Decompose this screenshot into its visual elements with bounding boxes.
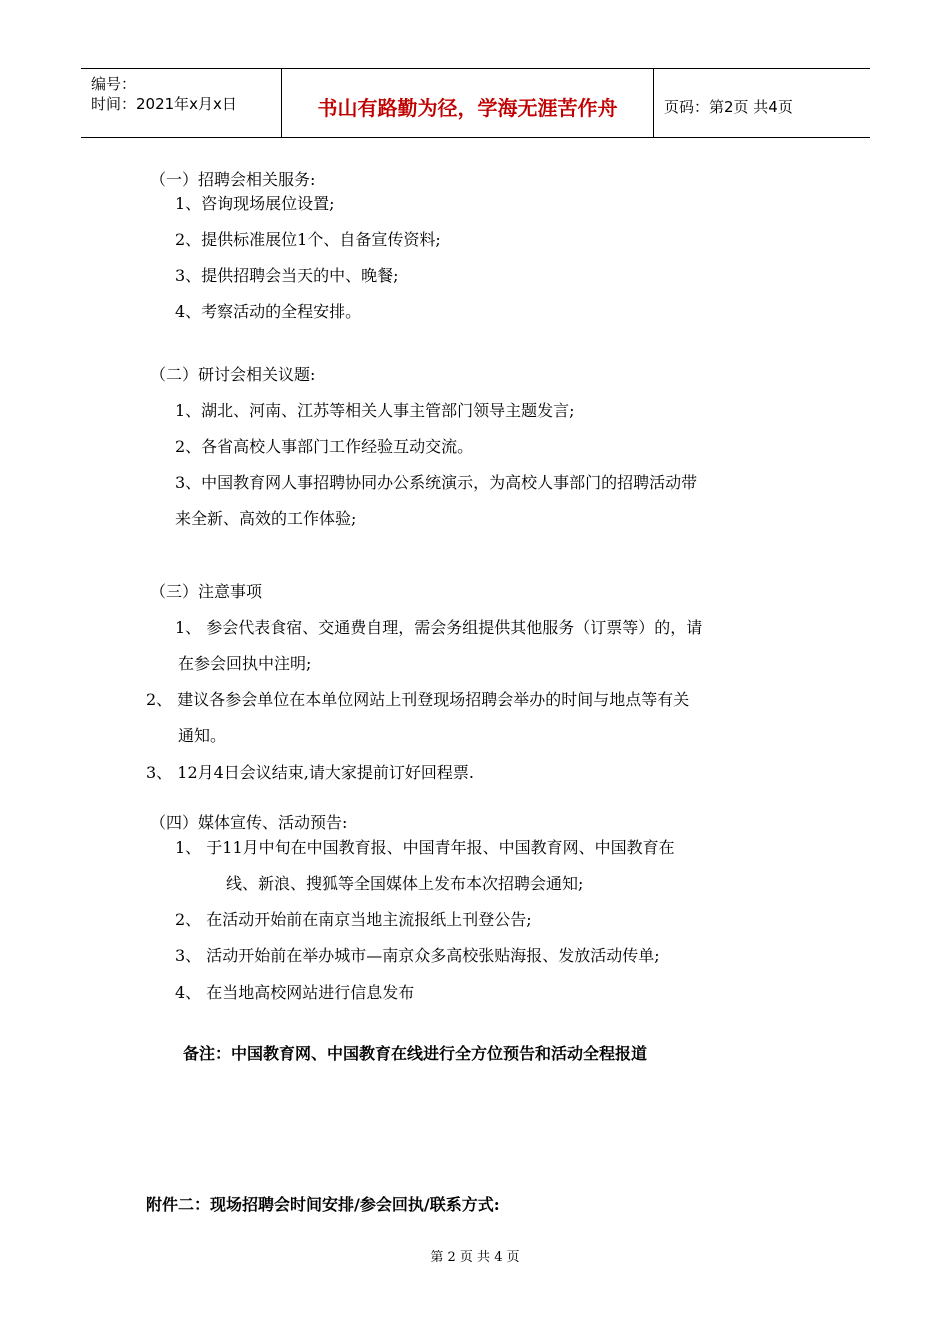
section-4-item: 1、 于11月中旬在中国教育报、中国青年报、中国教育网、中国教育在 — [175, 838, 675, 857]
header-page-code: 页码：第2页 共4页 — [664, 98, 793, 116]
header-motto-cell — [282, 69, 654, 137]
section-1-item: 1、咨询现场展位设置; — [175, 194, 335, 213]
header-page-cell — [654, 69, 870, 137]
section-2-item: 1、湖北、河南、江苏等相关人事主管部门领导主题发言; — [175, 401, 575, 420]
section-3-title: （三）注意事项 — [150, 582, 263, 601]
section-3-item: 2、 建议各参会单位在本单位网站上刊登现场招聘会举办的时间与地点等有关 — [146, 690, 690, 709]
section-3-item: 3、 12月4日会议结束,请大家提前订好回程票. — [146, 763, 474, 782]
header-info-cell — [81, 69, 282, 137]
section-1-item: 2、提供标准展位1个、自备宣传资料; — [175, 230, 441, 249]
section-1-item: 3、提供招聘会当天的中、晚餐; — [175, 266, 399, 285]
section-4-title: （四）媒体宣传、活动预告: — [150, 813, 348, 832]
doc-time-label: 时间：2021年x月x日 — [91, 95, 237, 113]
section-2-item: 3、中国教育网人事招聘协同办公系统演示，为高校人事部门的招聘活动带 — [175, 473, 698, 492]
doc-number-label: 编号： — [91, 75, 137, 93]
section-2-title: （二）研讨会相关议题: — [150, 365, 316, 384]
remark-text: 备注：中国教育网、中国教育在线进行全方位预告和活动全程报道 — [183, 1044, 648, 1063]
page-header — [81, 68, 870, 138]
section-4-item: 2、 在活动开始前在南京当地主流报纸上刊登公告; — [175, 910, 532, 929]
header-motto: 书山有路勤为径，学海无涯苦作舟 — [317, 96, 618, 120]
section-3-item-continued: 通知。 — [178, 726, 227, 745]
section-1-title: （一）招聘会相关服务: — [150, 170, 316, 189]
section-4-item: 3、 活动开始前在举办城市—南京众多高校张贴海报、发放活动传单; — [175, 946, 660, 965]
attachment-heading: 附件二：现场招聘会时间安排/参会回执/联系方式: — [146, 1195, 500, 1214]
section-3-item: 1、 参会代表食宿、交通费自理，需会务组提供其他服务（订票等）的，请 — [175, 618, 703, 637]
section-4-item: 4、 在当地高校网站进行信息发布 — [175, 983, 415, 1002]
section-1-item: 4、考察活动的全程安排。 — [175, 302, 362, 321]
section-3-item-continued: 在参会回执中注明; — [178, 654, 312, 673]
section-4-item-continued: 线、新浪、搜狐等全国媒体上发布本次招聘会通知; — [226, 874, 584, 893]
section-2-item: 2、各省高校人事部门工作经验互动交流。 — [175, 437, 474, 456]
page-footer: 第 2 页 共 4 页 — [430, 1250, 520, 1265]
section-2-item-continued: 来全新、高效的工作体验; — [175, 509, 357, 528]
